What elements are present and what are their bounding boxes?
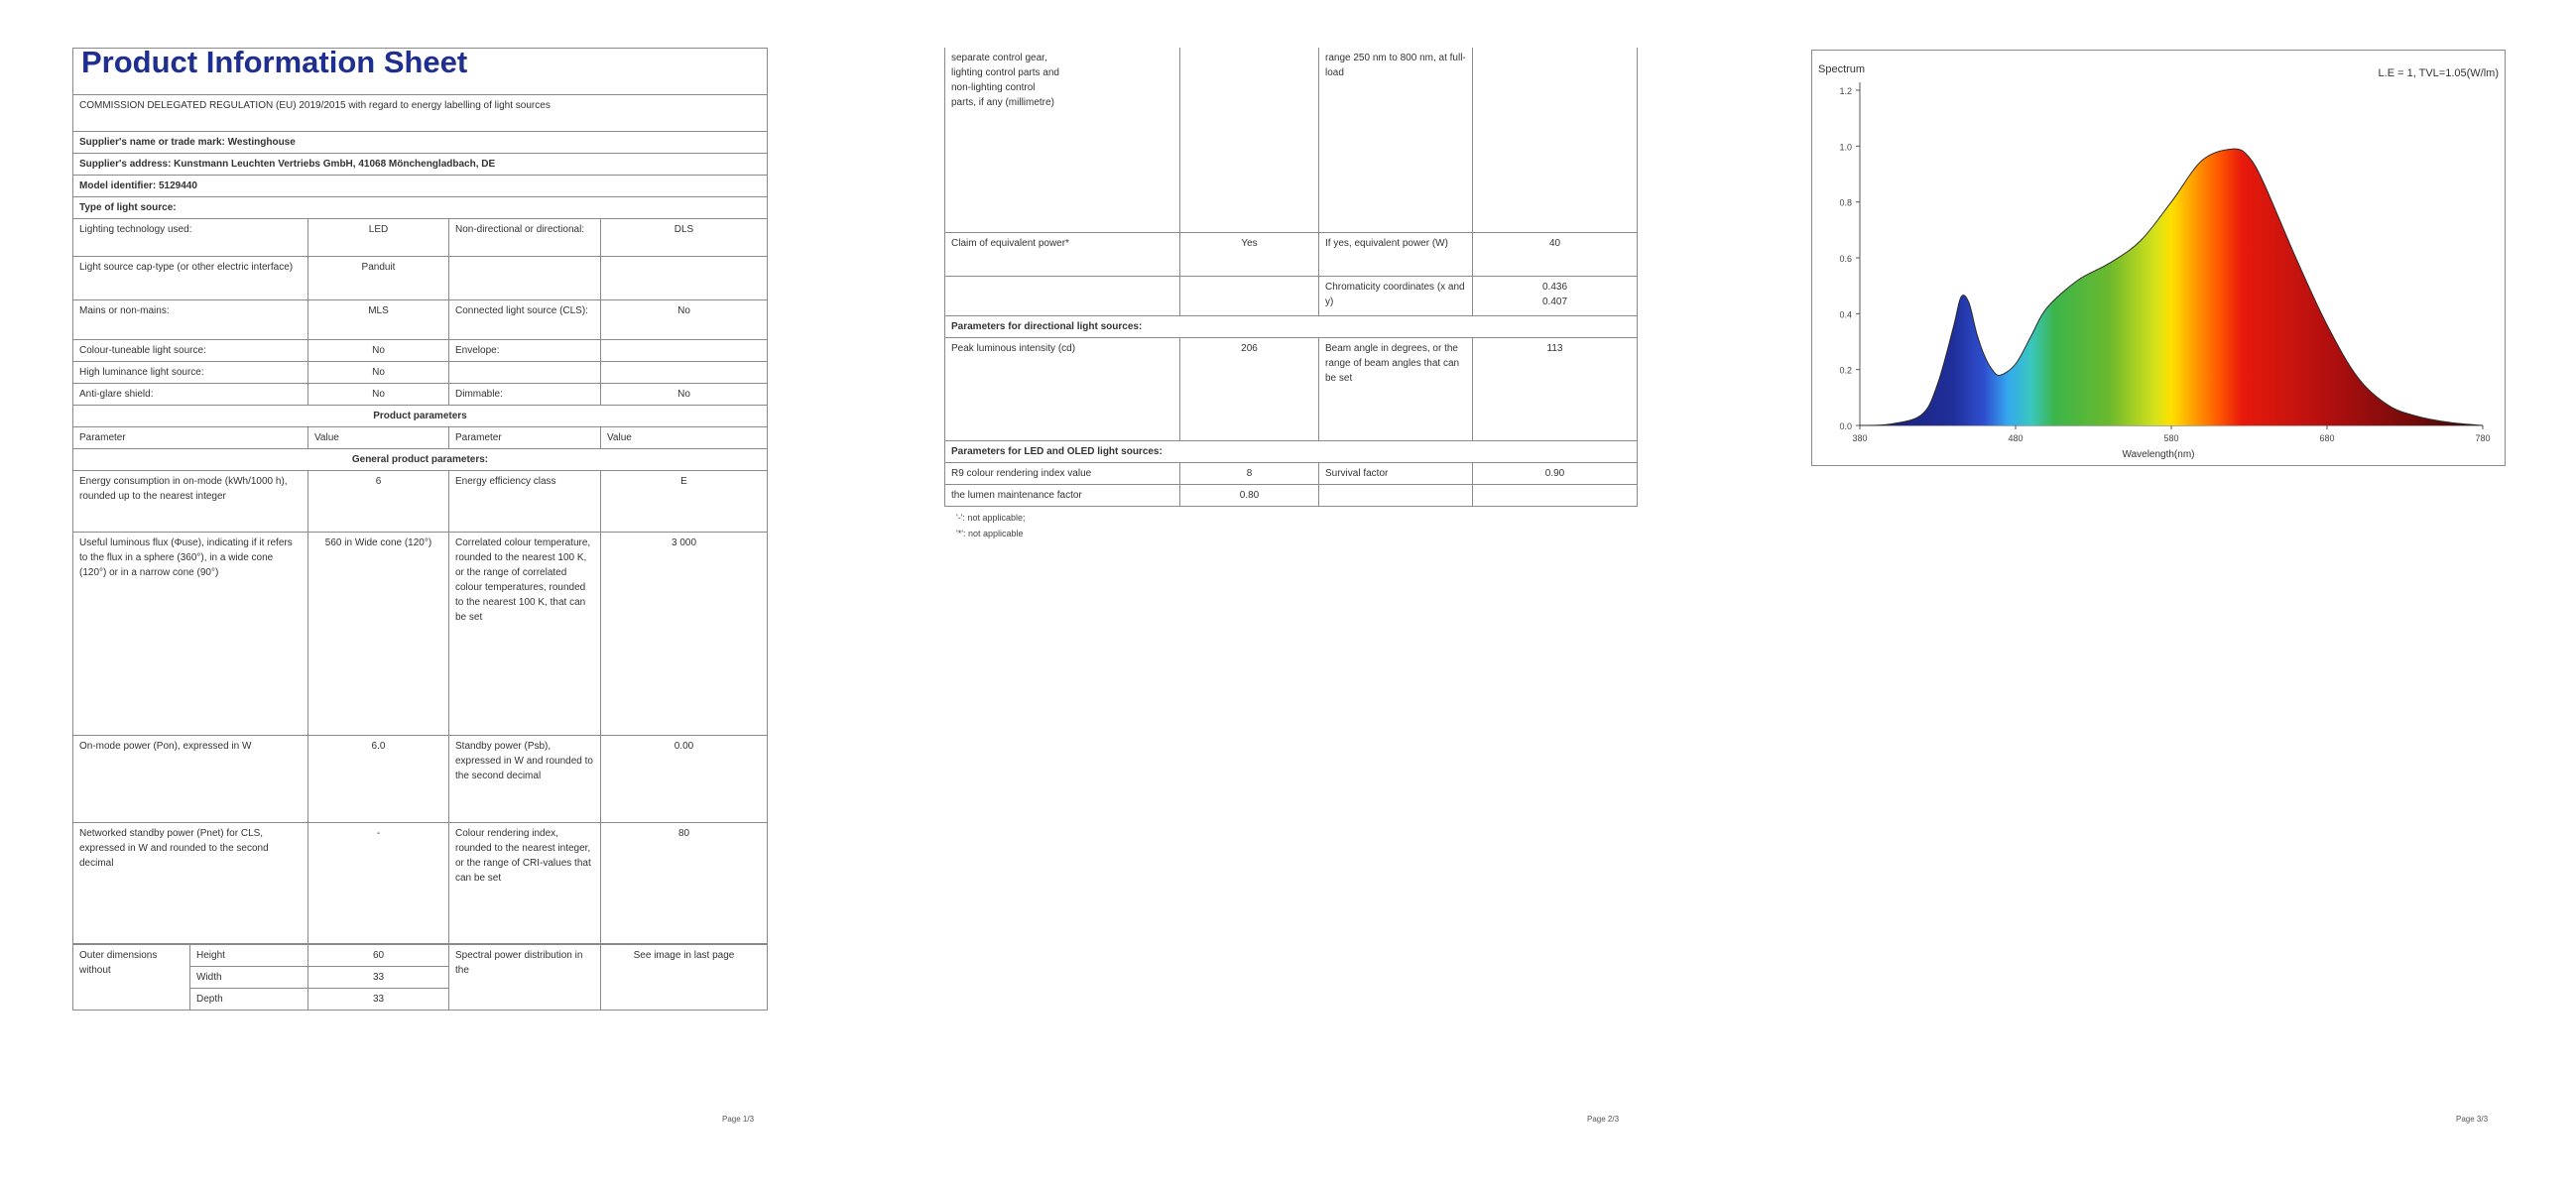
y-tick-label: 0.0 bbox=[1839, 421, 1852, 431]
page-number: Page 1/3 bbox=[722, 1115, 755, 1124]
regulation-text: COMMISSION DELEGATED REGULATION (EU) 2019/2015 with regard to energy labelling of light sources bbox=[73, 95, 768, 132]
supplier-name: Supplier's name or trade mark: Westinghouse bbox=[73, 132, 768, 154]
footnote: '-': not applicable; bbox=[956, 512, 1026, 523]
table-row: Chromaticity coordinates (x and y) 0.436 0.407 bbox=[945, 276, 1638, 315]
x-tick-label: 680 bbox=[2319, 433, 2335, 443]
y-tick-label: 0.4 bbox=[1839, 309, 1852, 320]
table-row bbox=[945, 48, 1638, 232]
table-row: Energy consumption in on-mode (kWh/1000 h), rounded up to the nearest integer 6 Energy efficiency class E bbox=[73, 471, 768, 533]
product-info-table bbox=[72, 48, 768, 944]
y-tick-label: 0.2 bbox=[1839, 365, 1852, 376]
table-row: On-mode power (Pon), expressed in W 6.0 Standby power (Psb), expressed in W and rounded to the second decimal 0.00 bbox=[73, 736, 768, 823]
table-row: Anti-glare shield: No Dimmable: No bbox=[73, 384, 768, 406]
table-row: Peak luminous intensity (cd) 206 Beam angle in degrees, or the range of beam angles that can be set 113 bbox=[945, 337, 1638, 440]
spectrum-area bbox=[1860, 149, 2483, 425]
x-tick-label: 580 bbox=[2163, 433, 2179, 443]
table-row: Lighting technology used: LED Non-directional or directional: DLS bbox=[73, 219, 768, 257]
table-row: Useful luminous flux (Φuse), indicating if it refers to the flux in a sphere (360°), in a wide cone (120°) or in a narrow cone (90°) 560 in Wide cone (120°) Correlated colour temperature, rounded to the nearest 100 K, or the range of correlated colour temperatures, rounded to the nearest 100 K, that can be set 3 000 bbox=[73, 533, 768, 736]
table-row: R9 colour rendering index value 8 Survival factor 0.90 bbox=[945, 462, 1638, 484]
table-row: High luminance light source: No bbox=[73, 362, 768, 384]
led-heading: Parameters for LED and OLED light sources: bbox=[945, 440, 1638, 462]
model-identifier: Model identifier: 5129440 bbox=[73, 176, 768, 197]
product-info-table-continued bbox=[944, 48, 1638, 507]
continued-parameter-right: range 250 nm to 800 nm, at full-load bbox=[1319, 48, 1473, 232]
spd-value: See image in last page bbox=[601, 945, 768, 1011]
page-1 bbox=[72, 48, 767, 1011]
continued-parameter: separate control gear, lighting control parts and non-lighting control parts, if any (millimetre) bbox=[945, 48, 1180, 232]
footnote: '*': not applicable bbox=[956, 528, 1024, 538]
spd-label: Spectral power distribution in the bbox=[449, 945, 601, 1011]
chart-xlabel: Wavelength(nm) bbox=[2122, 449, 2195, 460]
x-tick-label: 380 bbox=[1852, 433, 1868, 443]
supplier-address: Supplier's address: Kunstmann Leuchten Vertriebs GmbH, 41068 Mönchengladbach, DE bbox=[73, 154, 768, 176]
table-row: the lumen maintenance factor 0.80 bbox=[945, 484, 1638, 506]
chart-ylabel: Spectrum bbox=[1818, 63, 1866, 75]
page-2 bbox=[944, 48, 1637, 538]
y-tick-label: 0.8 bbox=[1839, 197, 1852, 208]
table-row: Mains or non-mains: MLS Connected light source (CLS): No bbox=[73, 300, 768, 340]
table-row: Width 33 bbox=[73, 967, 768, 989]
table-row: Colour-tuneable light source: No Envelope: bbox=[73, 340, 768, 362]
y-tick-label: 1.0 bbox=[1839, 142, 1852, 153]
column-header-row: Parameter Value Parameter Value bbox=[73, 427, 768, 449]
product-parameters-heading: Product parameters bbox=[73, 406, 768, 427]
spectral-power-distribution-chart bbox=[1811, 50, 2506, 466]
page-number: Page 3/3 bbox=[2456, 1115, 2489, 1124]
table-row: Light source cap-type (or other electric interface) Panduit bbox=[73, 257, 768, 300]
table-row: Claim of equivalent power* Yes If yes, equivalent power (W) 40 bbox=[945, 232, 1638, 276]
page-title: Product Information Sheet bbox=[81, 48, 468, 79]
type-heading: Type of light source: bbox=[73, 197, 768, 219]
outer-dimensions-label: Outer dimensions without bbox=[73, 945, 190, 1011]
table-row: Outer dimensions without Height 60 Spectral power distribution in the See image in last page bbox=[73, 945, 768, 967]
y-tick-label: 0.6 bbox=[1839, 254, 1852, 264]
directional-heading: Parameters for directional light sources: bbox=[945, 315, 1638, 337]
chart-legend-text: L.E = 1, TVL=1.05(W/lm) bbox=[2378, 67, 2499, 79]
x-tick-label: 480 bbox=[2008, 433, 2024, 443]
general-parameters-heading: General product parameters: bbox=[73, 449, 768, 471]
x-tick-label: 780 bbox=[2475, 433, 2491, 443]
table-row: Networked standby power (Pnet) for CLS, expressed in W and rounded to the second decimal - Colour rendering index, rounded to the nearest integer, or the range of CRI-values that can be set 80 bbox=[73, 823, 768, 944]
page-number: Page 2/3 bbox=[1587, 1115, 1620, 1124]
table-row: Depth 33 bbox=[73, 989, 768, 1011]
dimensions-table bbox=[72, 944, 768, 1011]
y-tick-label: 1.2 bbox=[1839, 86, 1852, 96]
